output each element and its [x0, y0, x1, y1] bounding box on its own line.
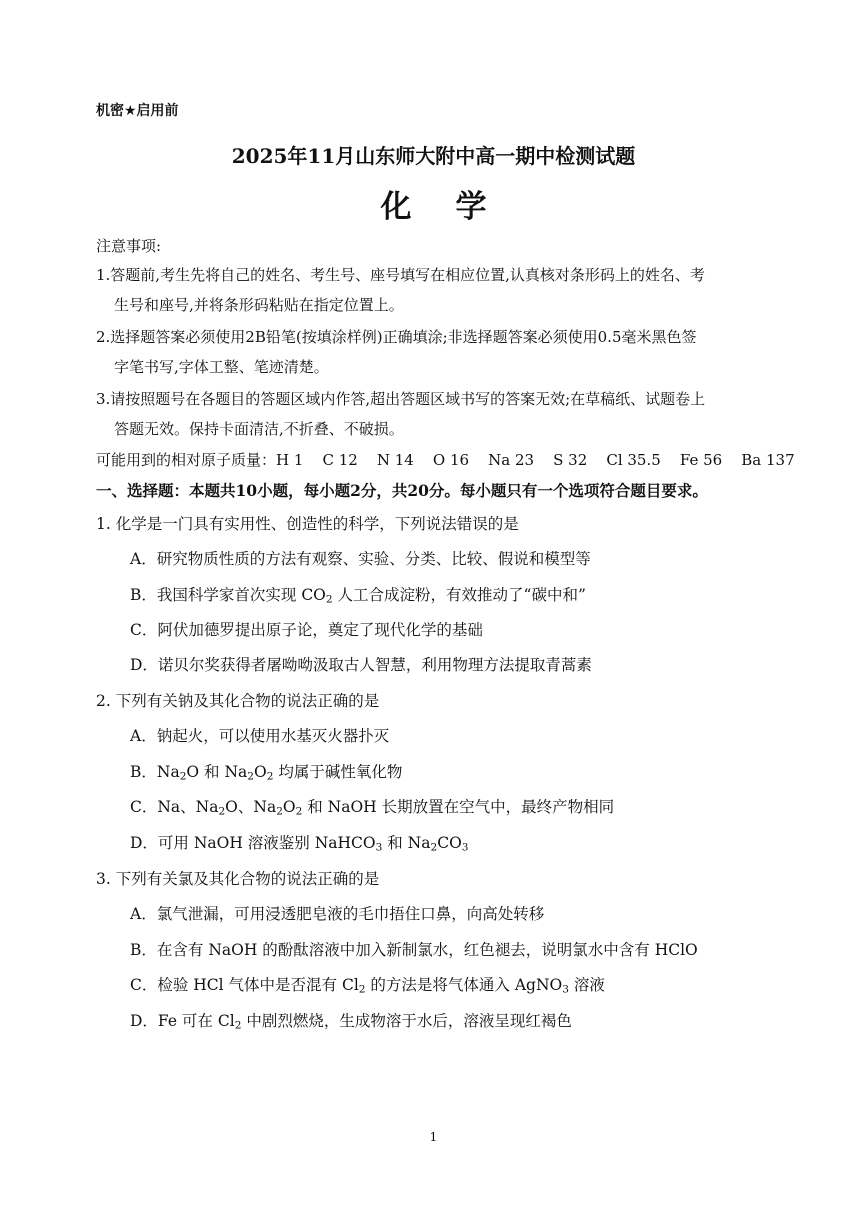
question-3-stem: 3. 下列有关氯及其化合物的说法正确的是: [96, 870, 380, 888]
question-1-option-d: D．诺贝尔奖获得者屠呦呦汲取古人智慧，利用物理方法提取青蒿素: [130, 656, 592, 674]
section-1-heading: 一、选择题：本题共10小题，每小题2分，共20分。每小题只有一个选项符合题目要求。: [96, 481, 708, 500]
question-1-option-b: B．我国科学家首次实现 $CO_2$ 人工合成淀粉，有效推动了“碳中和”: [130, 586, 586, 606]
notes-heading: 注意事项:: [96, 237, 162, 255]
question-1-option-c: C．阿伏加德罗提出原子论，奠定了现代化学的基础: [130, 621, 483, 639]
question-3-option-b: B．在含有 NaOH 的酚酞溶液中加入新制氯水，红色褪去，说明氯水中含有 HClO: [130, 941, 698, 959]
subject-char-1: 化: [380, 189, 412, 225]
question-3-option-c: C．检验 HCl 气体中是否混有 $Cl_2$ 的方法是将气体通入 AgNO$_3$ 溶液: [130, 976, 605, 996]
question-3-option-d: D．Fe 可在 $Cl_2$ 中剧烈燃烧，生成物溶于水后，溶液呈现红褐色: [130, 1012, 572, 1032]
note-2-line-1: 2.选择题答案必须使用2B铅笔(按填涂样例)正确填涂;非选择题答案必须使用0.5毫米黑色签: [96, 328, 697, 346]
atomic-masses: 可能用到的相对原子质量：H 1 C 12 N 14 O 16 Na 23 S 32 Cl 35.5 Fe 56 Ba 137: [96, 451, 795, 469]
question-2-stem: 2. 下列有关钠及其化合物的说法正确的是: [96, 692, 380, 710]
note-3-line-2: 答题无效。保持卡面清洁,不折叠、不破损。: [114, 420, 404, 438]
question-2-option-d: D．可用 NaOH 溶液鉴别 NaHCO$_3$ 和 $Na_2CO_3$: [130, 834, 469, 854]
subject-char-2: 学: [455, 189, 487, 225]
note-1-line-2: 生号和座号,并将条形码粘贴在指定位置上。: [114, 296, 404, 314]
question-2-option-c: C．Na、$Na_2O$、$Na_2O_2$ 和 NaOH 长期放置在空气中，最终产物相同: [130, 798, 615, 818]
confidential-label: 机密★启用前: [96, 103, 179, 119]
exam-title: 2025年11月山东师大附中高一期中检测试题: [231, 144, 636, 168]
question-2-option-b: B．$Na_2O$ 和 $Na_2O_2$ 均属于碱性氧化物: [130, 763, 403, 783]
note-1-line-1: 1.答题前,考生先将自己的姓名、考生号、座号填写在相应位置,认真核对条形码上的姓名、考: [96, 266, 705, 284]
note-3-line-1: 3.请按照题号在各题目的答题区域内作答,超出答题区域书写的答案无效;在草稿纸、试题卷上: [96, 390, 706, 408]
page-number: 1: [429, 1130, 438, 1144]
question-3-option-a: A．氯气泄漏，可用浸透肥皂液的毛巾捂住口鼻，向高处转移: [130, 905, 545, 923]
question-1-stem: 1. 化学是一门具有实用性、创造性的科学，下列说法错误的是: [96, 515, 519, 533]
note-2-line-2: 字笔书写,字体工整、笔迹清楚。: [114, 358, 329, 376]
question-1-option-a: A．研究物质性质的方法有观察、实验、分类、比较、假说和模型等: [130, 550, 591, 568]
subject-title: [0, 188, 867, 226]
question-2-option-a: A．钠起火，可以使用水基灭火器扑灭: [130, 727, 390, 745]
